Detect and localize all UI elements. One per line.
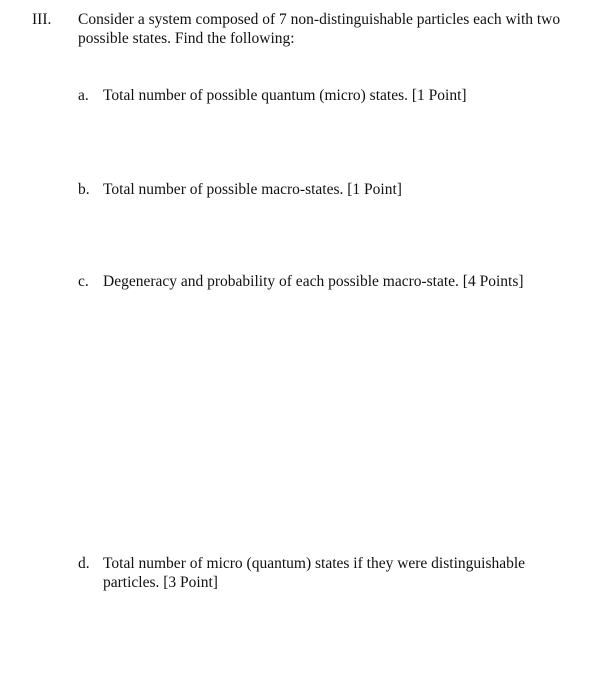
part-text-d: Total number of micro (quantum) states if they were distinguishable particles. [3 Point]: [103, 555, 526, 591]
question-number: III.: [32, 11, 52, 28]
part-letter-a: a.: [78, 87, 89, 104]
question-part-b: [78, 180, 578, 199]
part-letter-b: b.: [78, 181, 90, 198]
question-part-c: [78, 272, 578, 291]
part-text-c: Degeneracy and probability of each possible macro-state. [4 Points]: [103, 273, 524, 290]
part-text-a: Total number of possible quantum (micro) states. [1 Point]: [103, 87, 467, 104]
question-part-a: [78, 86, 578, 105]
question-intro: Consider a system composed of 7 non-distinguishable particles each with two possible states. Find the following:: [78, 11, 561, 47]
part-text-b: Total number of possible macro-states. [1 Point]: [103, 181, 402, 198]
part-letter-d: d.: [78, 555, 90, 572]
question-part-d: [78, 554, 578, 592]
part-letter-c: c.: [78, 273, 89, 290]
